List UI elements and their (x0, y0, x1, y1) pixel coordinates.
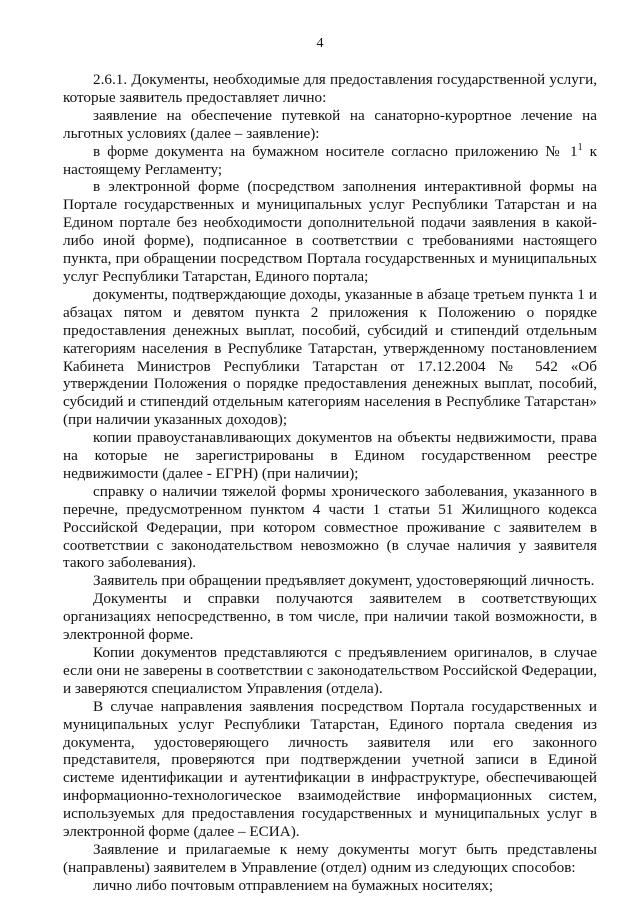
paragraph-application: заявление на обеспечение путевкой на санаторно-курортное лечение на льготных условиях (далее – заявление): (63, 106, 597, 142)
paper-form-text: в форме документа на бумажном носителе согласно приложению № 1 (93, 142, 578, 160)
paragraph-illness-certificate: справку о наличии тяжелой формы хронического заболевания, указанного в перечне, предусмотренном пунктом 4 части 1 статьи 51 Жилищного кодекса Российской Федерации, при котором совместное проживание с заявителем в соответствии с законодательством невозможно (в случае наличия у заявителя такого заболевания). (63, 482, 597, 572)
paragraph-obtaining-documents: Документы и справки получаются заявителем в соответствующих организациях непосредственно, в том числе, при наличии такой возможности, в электронной форме. (63, 590, 597, 644)
paragraph-docs-required: 2.6.1. Документы, необходимые для предоставления государственной услуги, которые заявитель предоставляет лично: (63, 71, 597, 106)
paragraph-portal-submission: В случае направления заявления посредством Портала государственных и муниципальных услуг Республики Татарстан, Единого портала сведения из документа, удостоверяющего личность заявителя или его законного представителя, проверяются при подтверждении учетной записи в Единой системе идентификации и аутентификации в инфраструктуре, обеспечивающей информационно-технологическое взаимодействие информационных систем, используемых для предоставления государственных и муниципальных услуг в электронной форме (далее – ЕСИА). (63, 697, 597, 841)
paragraph-in-person-mail: лично либо почтовым отправлением на бумажных носителях; (93, 876, 494, 894)
page-number: 4 (316, 36, 324, 51)
footnote-marker: 1 (577, 141, 583, 153)
paragraph-submission-methods: Заявление и прилагаемые к нему документы могут быть представлены (направлены) заявителем в Управление (отдел) одним из следующих способов: (63, 840, 597, 876)
paper-form-text-tail: к настоящему Регламенту; (63, 142, 597, 178)
paragraph-electronic-form: в электронной форме (посредством заполнения интерактивной формы на Портале государственных и муниципальных услуг Республики Татарстан и на Едином портале без необходимости дополнительной подачи заявления в какой-либо иной форме), подписанное в соответствии с требованиями настоящего пункта, при обращении посредством Портала государственных и муниципальных услуг Республики Татарстан, Единого портала; (63, 178, 597, 285)
paragraph-copies-originals: Копии документов представляются с предъявлением оригиналов, в случае если они не заверены в соответствии с законодательством Российской Федерации, и заверяются специалистом Управления (отдела). (63, 644, 597, 697)
paragraph-property-copies: копии правоустанавливающих документов на объекты недвижимости, права на которые не зарегистрированы в Едином государственном реестре недвижимости (далее - ЕГРН) (при наличии); (63, 429, 597, 482)
paragraph-paper-form (63, 143, 597, 179)
paragraph-identity-document: Заявитель при обращении предъявляет документ, удостоверяющий личность. (93, 572, 595, 590)
document-body (63, 71, 597, 895)
paragraph-income-documents: документы, подтверждающие доходы, указанные в абзаце третьем пункта 1 и абзацах пятом и девятом пункта 2 приложения к Положению о порядке предоставления денежных выплат, пособий, субсидий и стипендий отдельным категориям населения в Республике Татарстан, утвержденному постановлением Кабинета Министров Республики Татарстан от 17.12.2004 № 542 «Об утверждении Положения о порядке предоставления денежных выплат, пособий, субсидий и стипендий отдельным категориям населения в Республике Татарстан» (при наличии указанных доходов); (63, 285, 597, 429)
